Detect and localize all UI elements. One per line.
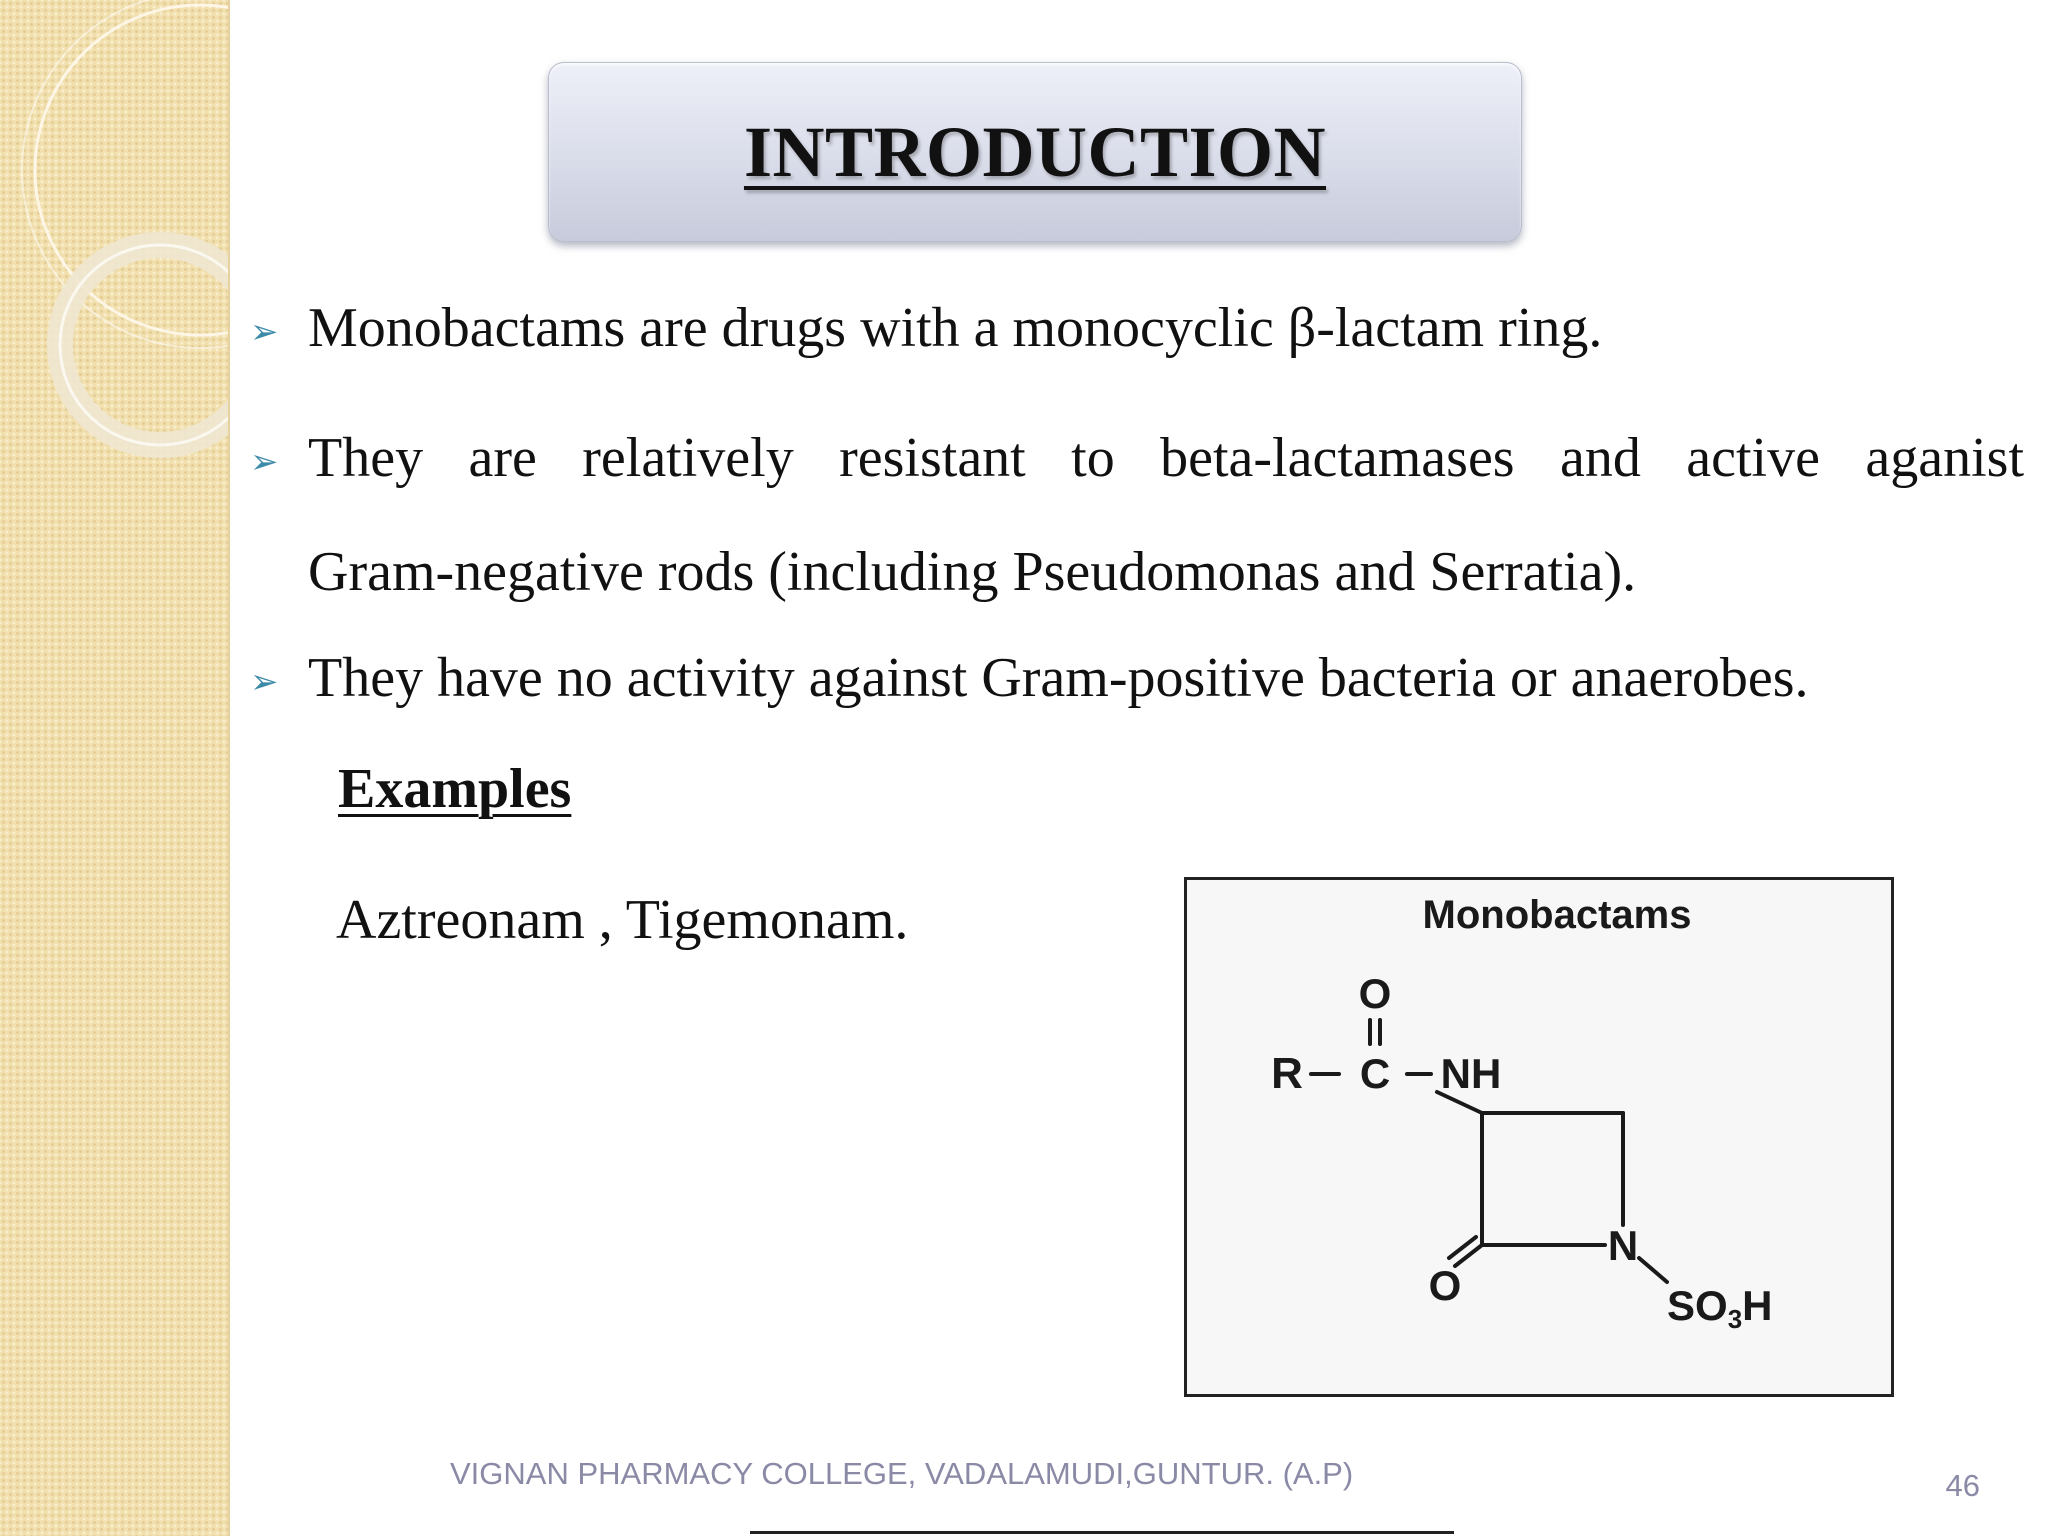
atom-carbonyl-oxygen: O [1358,970,1392,1017]
atom-ring-nitrogen: N [1607,1222,1639,1269]
arrowhead-bullet-icon: ➢ [250,442,279,482]
monobactam-structure-diagram [1187,880,1891,1394]
atom-nh: NH [1440,1050,1502,1097]
examples-heading: Examples [338,758,572,820]
monobactam-structure-figure [1184,877,1894,1397]
arrowhead-bullet-icon: ➢ [250,312,279,352]
decorative-rings-icon [0,0,228,1536]
page-number: 46 [1945,1468,1980,1503]
bullet-2-line-1: They are relatively resistant to beta-lactamases and active aganist [308,427,2024,489]
atom-r-group: R [1271,1049,1303,1098]
atom-carbon: C [1359,1050,1391,1097]
title-banner [548,62,1522,242]
footer-institution: VIGNAN PHARMACY COLLEGE, VADALAMUDI,GUNTUR. (A.P) [450,1456,1354,1491]
examples-list: Aztreonam , Tigemonam. [336,889,909,951]
bullet-3-line-1: They have no activity against Gram-positive bacteria or anaerobes. [308,647,1809,709]
atom-lactam-oxygen: O [1428,1262,1462,1309]
slide-title: INTRODUCTION [743,111,1327,192]
decorative-sidebar [0,0,230,1536]
bullet-1-line-1: Monobactams are drugs with a monocyclic β-lactam ring. [308,297,1603,359]
atom-sulfonic-group: SO3H [1667,1282,1773,1334]
bullet-2-line-2: Gram-negative rods (including Pseudomonas and Serratia). [308,541,1637,603]
arrowhead-bullet-icon: ➢ [250,662,279,702]
structure-caption: Monobactams [1422,893,1692,937]
bottom-divider [750,1531,1454,1534]
